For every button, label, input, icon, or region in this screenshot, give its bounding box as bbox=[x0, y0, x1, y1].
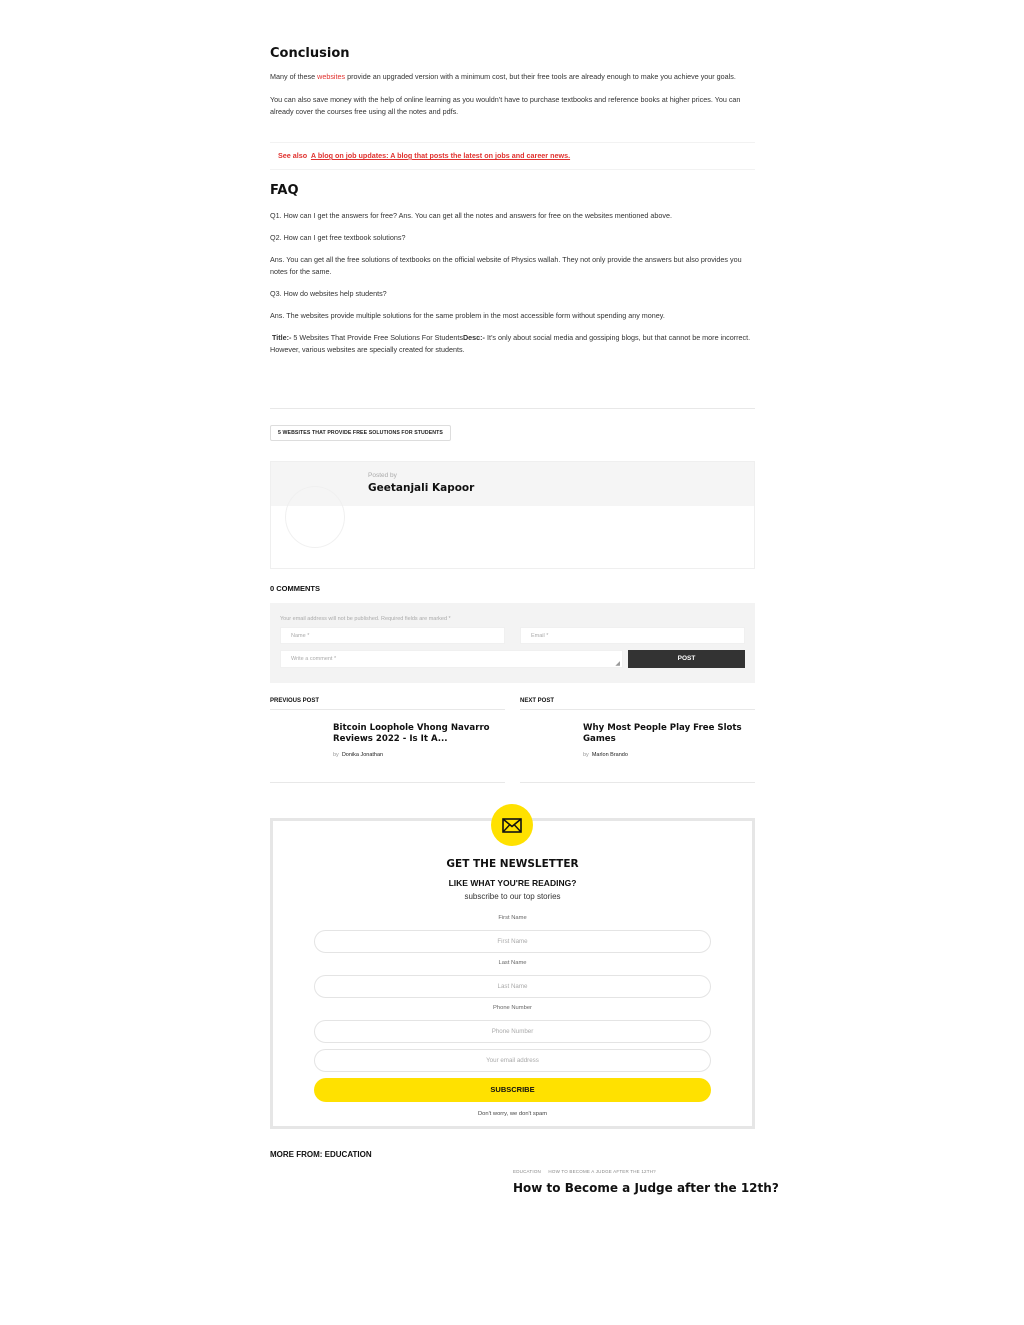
faq-section bbox=[270, 183, 755, 356]
by-label: by bbox=[333, 752, 339, 758]
see-also-box bbox=[270, 142, 755, 170]
previous-post-author[interactable]: Donika Jonathan bbox=[341, 752, 384, 758]
comment-form bbox=[270, 603, 755, 683]
previous-post-byline bbox=[333, 752, 383, 758]
newsletter-subtitle: LIKE WHAT YOU'RE READING? bbox=[448, 878, 577, 888]
divider bbox=[270, 408, 755, 409]
posted-by-label: Posted by bbox=[368, 472, 397, 479]
name-input[interactable]: Name * bbox=[280, 627, 505, 644]
last-name-label: Last Name bbox=[498, 960, 527, 966]
next-post-byline bbox=[583, 752, 628, 758]
see-also-label: See also bbox=[278, 151, 308, 160]
comment-placeholder: Write a comment * bbox=[291, 656, 337, 662]
next-post-label: NEXT POST bbox=[520, 698, 755, 710]
post-comment-button[interactable]: POST bbox=[628, 650, 745, 668]
author-header bbox=[271, 462, 754, 506]
conclusion-text: Many of these bbox=[270, 72, 318, 81]
author-box bbox=[270, 461, 755, 569]
newsletter-title: GET THE NEWSLETTER bbox=[446, 858, 579, 870]
next-post-author[interactable]: Marlon Brando bbox=[591, 752, 628, 758]
faq-item: Ans. The websites provide multiple solutions for the same problem in the most accessible form without spending any money. bbox=[270, 311, 665, 320]
conclusion-paragraph-1 bbox=[270, 71, 755, 83]
more-from-title: MORE FROM: EDUCATION bbox=[270, 1150, 372, 1159]
subscribe-button[interactable]: SUBSCRIBE bbox=[314, 1078, 711, 1102]
faq-item: Q3. How do websites help students? bbox=[270, 289, 387, 298]
more-from-categories bbox=[513, 1169, 662, 1174]
conclusion-paragraph-2: You can also save money with the help of online learning as you wouldn’t have to purchase textbooks and reference books at higher prices. You can already cover the courses free using all the notes and pdfs. bbox=[270, 95, 741, 116]
phone-label: Phone Number bbox=[493, 1005, 532, 1011]
last-name-input[interactable]: Last Name bbox=[314, 975, 711, 998]
faq-item: Ans. You can get all the free solutions of textbooks on the official website of Physics wallah. They not only provide the answers but also provides you notes for the same. bbox=[270, 255, 742, 276]
first-name-input[interactable]: First Name bbox=[314, 930, 711, 953]
email-input[interactable]: Your email address bbox=[314, 1049, 711, 1072]
faq-item: Q2. How can I get free textbook solutions? bbox=[270, 233, 406, 242]
resize-handle-icon[interactable]: ◢ bbox=[615, 661, 620, 667]
avatar[interactable] bbox=[285, 486, 345, 548]
conclusion-text: provide an upgraded version with a minimum cost, but their free tools are already enough to make you achieve your goals. bbox=[345, 72, 736, 81]
title-label: Title:- bbox=[272, 333, 292, 342]
next-post-title[interactable]: Why Most People Play Free Slots Games bbox=[583, 723, 742, 744]
see-also-link[interactable]: A blog on job updates: A blog that posts the latest on jobs and career news. bbox=[310, 151, 571, 160]
next-post-card[interactable] bbox=[520, 710, 755, 783]
spam-note: Don't worry, we don't spam bbox=[477, 1111, 548, 1117]
websites-link[interactable]: websites bbox=[317, 72, 346, 81]
email-input[interactable]: Email * bbox=[520, 627, 745, 644]
category-link[interactable]: HOW TO BECOME A JUDGE AFTER THE 12TH? bbox=[548, 1169, 656, 1174]
envelope-icon bbox=[491, 804, 533, 846]
previous-post-title[interactable]: Bitcoin Loophole Vhong Navarro Reviews 2022 - Is It A... bbox=[333, 723, 490, 744]
faq-item: Q1. How can I get the answers for free? Ans. You can get all the notes and answers for free on the websites mentioned above. bbox=[270, 211, 672, 220]
previous-post-card[interactable] bbox=[270, 710, 505, 783]
conclusion-heading: Conclusion bbox=[270, 46, 350, 61]
desc-text: It’s only about social media and gossiping blogs, but that cannot be more incorrect. However, various websites are specially created for students. bbox=[270, 333, 751, 354]
previous-post-label: PREVIOUS POST bbox=[270, 698, 505, 710]
first-name-label: First Name bbox=[498, 915, 527, 921]
comment-textarea[interactable] bbox=[280, 650, 623, 668]
desc-label: Desc:- bbox=[462, 333, 485, 342]
author-name[interactable]: Geetanjali Kapoor bbox=[368, 482, 475, 494]
next-post bbox=[520, 698, 755, 783]
newsletter-subtext: subscribe to our top stories bbox=[464, 892, 561, 901]
category-link[interactable]: EDUCATION bbox=[513, 1169, 541, 1174]
phone-input[interactable]: Phone Number bbox=[314, 1020, 711, 1043]
more-from-headline[interactable]: How to Become a Judge after the 12th? bbox=[513, 1181, 779, 1195]
title-text: 5 Websites That Provide Free Solutions For Students bbox=[291, 333, 463, 342]
previous-post bbox=[270, 698, 505, 783]
comment-note: Your email address will not be published. Required fields are marked * bbox=[280, 616, 451, 622]
faq-heading: FAQ bbox=[270, 183, 299, 198]
by-label: by bbox=[583, 752, 589, 758]
post-tag[interactable]: 5 WEBSITES THAT PROVIDE FREE SOLUTIONS FOR STUDENTS bbox=[270, 425, 451, 441]
faq-title-desc bbox=[270, 332, 755, 356]
conclusion-section bbox=[270, 46, 755, 118]
comments-title: 0 COMMENTS bbox=[270, 584, 321, 593]
